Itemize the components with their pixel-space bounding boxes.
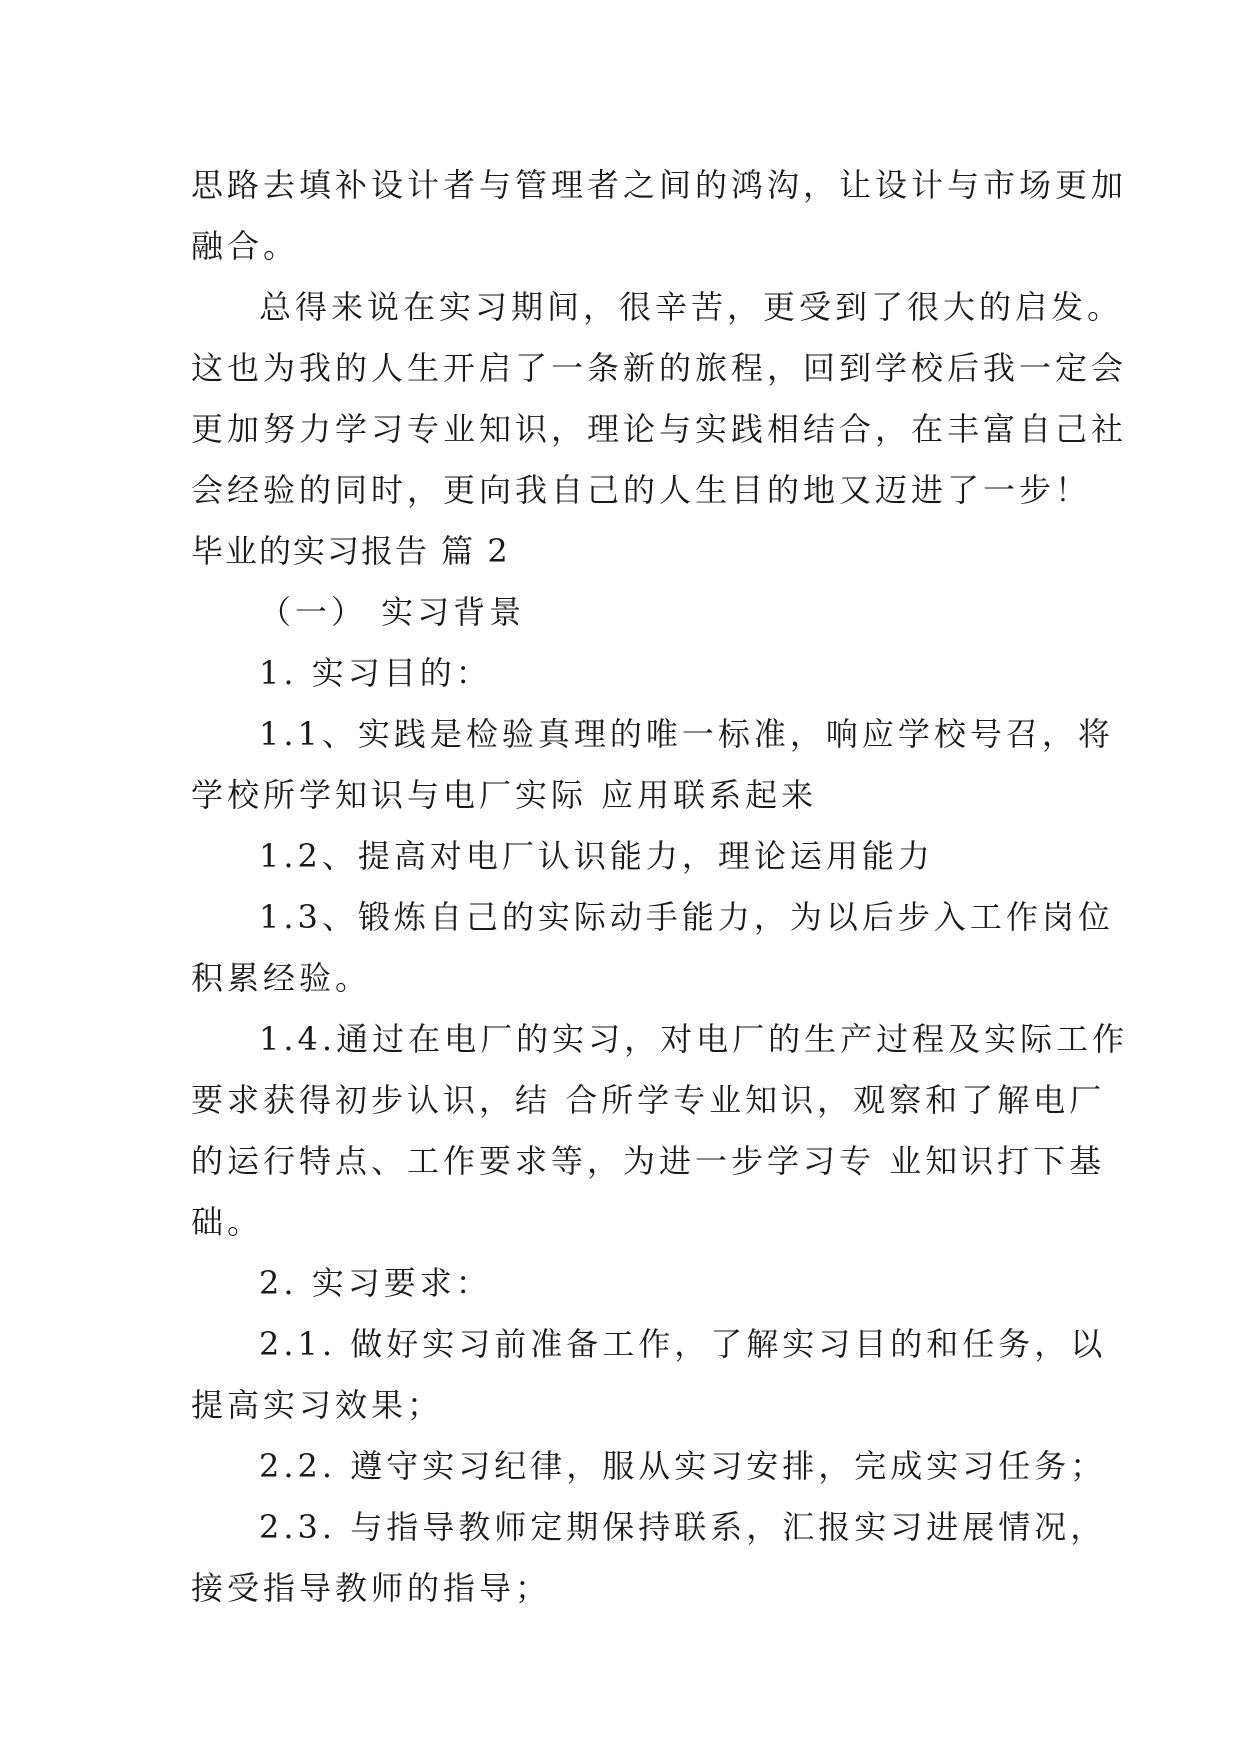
- text-line: （一） 实习背景: [259, 593, 526, 631]
- text-line: 会经验的同时，更向我自己的人生目的地又迈进了一步！: [191, 471, 1092, 509]
- paragraph-requirements-2-1: [191, 1314, 1107, 1436]
- text-line: 的运行特点、工作要求等，为进一步学习专 业知识打下基: [191, 1142, 1106, 1180]
- text-line: 1.4.通过在电厂的实习，对电厂的生产过程及实际工作: [259, 1020, 1129, 1058]
- text-line: 要求获得初步认识，结 合所学专业知识，观察和了解电厂: [191, 1081, 1106, 1119]
- section-title: [191, 521, 1071, 582]
- text-line: 积累经验。: [191, 959, 372, 997]
- text-line: 总得来说在实习期间，很辛苦，更受到了很大的启发。: [259, 288, 1124, 326]
- text-line: 学校所学知识与电厂实际 应用联系起来: [191, 776, 818, 814]
- text-line: 2.1. 做好实习前准备工作，了解实习目的和任务，以: [259, 1325, 1107, 1363]
- paragraph-summary: [191, 277, 1128, 521]
- paragraph-purpose-heading: [191, 643, 1071, 704]
- text-line: 1.2、提高对电厂认识能力，理论运用能力: [259, 837, 934, 875]
- paragraph-requirements-2-2: [191, 1436, 1107, 1497]
- text-line: 础。: [191, 1203, 264, 1241]
- text-line: 更加努力学习专业知识，理论与实践相结合，在丰富自己社: [191, 410, 1128, 448]
- text-line: 1.3、锻炼自己的实际动手能力，为以后步入工作岗位: [259, 898, 1114, 936]
- paragraph-conclusion-tail: [191, 155, 1128, 277]
- section-title-text: 毕业的实习报告 篇 2: [191, 532, 510, 570]
- text-line: 2.3. 与指导教师定期保持联系，汇报实习进展情况，: [259, 1508, 1107, 1546]
- paragraph-background-heading: [191, 582, 1071, 643]
- text-line: 2. 实习要求：: [259, 1264, 492, 1302]
- paragraph-purpose-1-1: [191, 704, 1114, 826]
- text-line: 1.1、实践是检验真理的唯一标准，响应学校号召，将: [259, 715, 1114, 753]
- text-line: 思路去填补设计者与管理者之间的鸿沟，让设计与市场更加: [191, 166, 1128, 204]
- text-line: 2.2. 遵守实习纪律，服从实习安排，完成实习任务；: [259, 1447, 1107, 1485]
- text-line: 这也为我的人生开启了一条新的旅程，回到学校后我一定会: [191, 349, 1128, 387]
- text-line: 1. 实习目的：: [259, 654, 492, 692]
- document-body: [191, 155, 1129, 1619]
- text-line: 接受指导教师的指导；: [191, 1569, 552, 1607]
- text-line: 融合。: [191, 227, 300, 265]
- paragraph-purpose-1-4: [191, 1009, 1129, 1253]
- paragraph-requirements-heading: [191, 1253, 1071, 1314]
- paragraph-requirements-2-3: [191, 1497, 1107, 1619]
- paragraph-purpose-1-2: [191, 826, 1071, 887]
- paragraph-purpose-1-3: [191, 887, 1114, 1009]
- text-line: 提高实习效果；: [191, 1386, 444, 1424]
